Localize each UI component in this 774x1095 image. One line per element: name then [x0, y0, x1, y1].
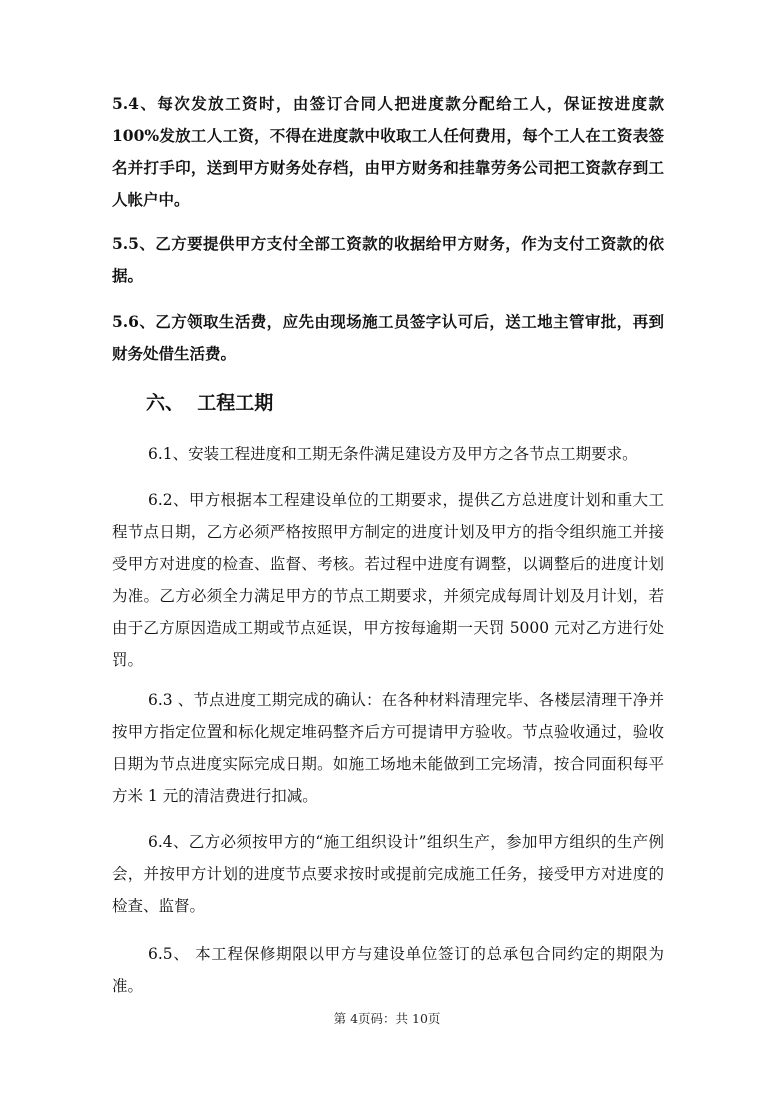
clause-6-4: 6.4、乙方必须按甲方的“施工组织设计”组织生产，参加甲方组织的生产例会，并按甲方计划的进度节点要求按时或提前完成施工任务，接受甲方对进度的检查、监督。: [112, 833, 664, 915]
clause-6-3: 6.3 、节点进度工期完成的确认：在各种材料清理完毕、各楼层清理干净并按甲方指定位置和标化规定堆码整齐后方可提请甲方验收。节点验收通过，验收日期为节点进度实际完成日期。如施工场地未能做到工完场清，按合同面积每平方米 1 元的清洁费进行扣减。: [112, 691, 664, 805]
clause-5-5: 5.5、乙方要提供甲方支付全部工资款的收据给甲方财务，作为支付工资款的依据。: [112, 234, 664, 285]
clause-5-6: 5.6、乙方领取生活费，应先由现场施工员签字认可后，送工地主管审批，再到财务处借生活费。: [112, 312, 664, 363]
clause-5-4: 5.4、每次发放工资时，由签订合同人把进度款分配给工人，保证按进度款100%发放工人工资，不得在进度款中收取工人任何费用，每个工人在工资表签名并打手印，送到甲方财务处存档，由甲方财务和挂靠劳务公司把工资款存到工人帐户中。: [112, 94, 664, 209]
clause-6-1: 6.1、安装工程进度和工期无条件满足建设方及甲方之各节点工期要求。: [148, 445, 638, 463]
clause-6-2: 6.2、甲方根据本工程建设单位的工期要求，提供乙方总进度计划和重大工程节点日期，乙方必须严格按照甲方制定的进度计划及甲方的指令组织施工并接受甲方对进度的检查、监督、考核。若过程中进度有调整，以调整后的进度计划为准。乙方必须全力满足甲方的节点工期要求，并须完成每周计划及月计划，若由于乙方原因造成工期或节点延误，甲方按每逾期一天罚 5000 元对乙方进行处罚。: [112, 491, 664, 669]
section-heading-schedule: 六、 工程工期: [146, 392, 274, 414]
page-footer: 第 4页码：共 10页: [333, 1011, 441, 1026]
clause-6-5: 6.5、 本工程保修期限以甲方与建设单位签订的总承包合同约定的期限为准。: [112, 945, 664, 995]
